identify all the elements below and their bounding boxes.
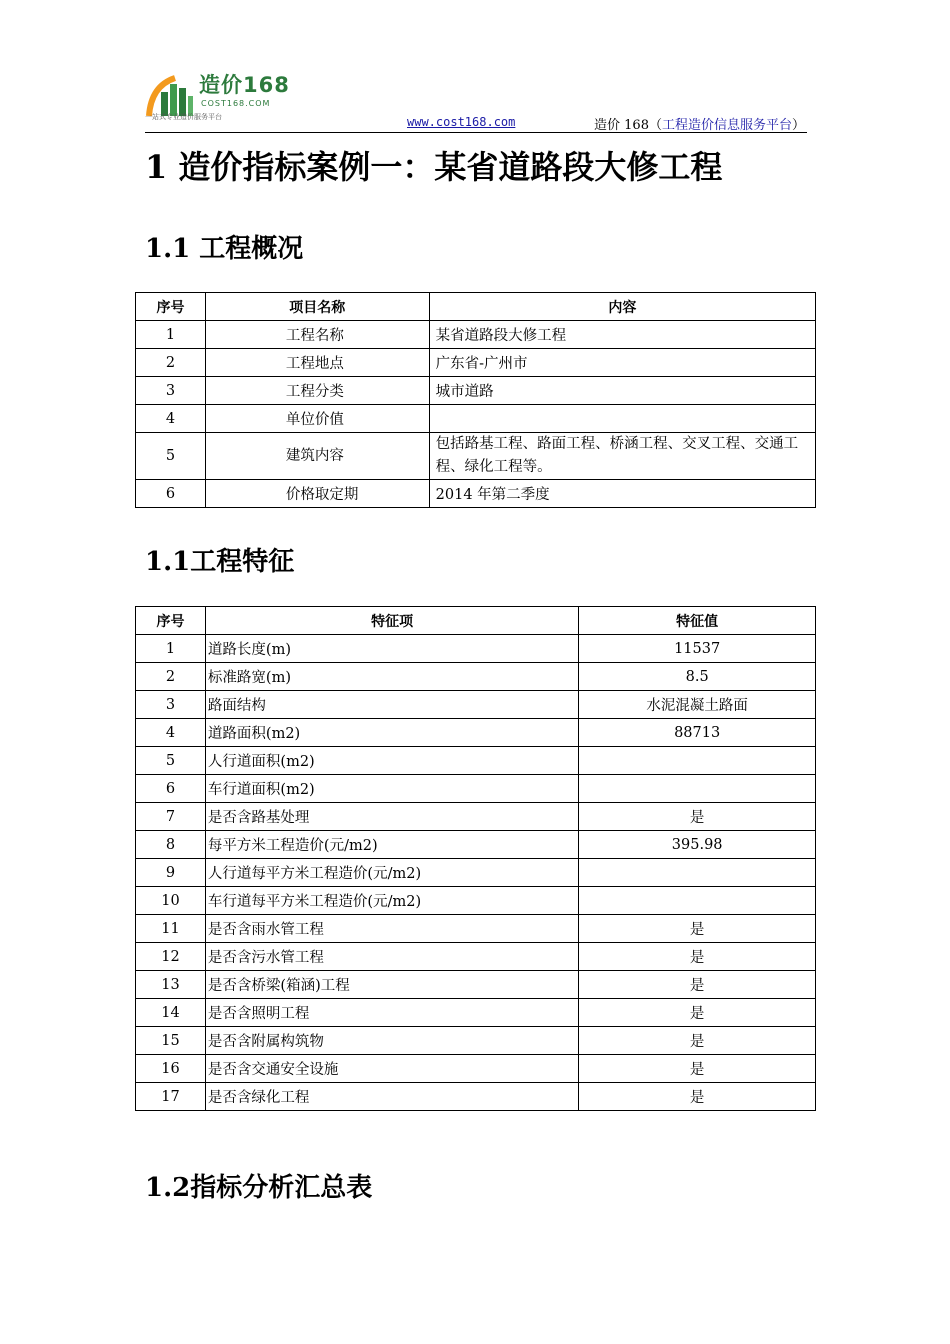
feature-value <box>579 859 816 887</box>
table-row <box>136 831 816 859</box>
table-row <box>136 859 816 887</box>
table-row <box>136 943 816 971</box>
table-row <box>136 803 816 831</box>
feature-value: 是 <box>579 915 816 943</box>
table-header-row <box>136 293 816 321</box>
table-row <box>136 719 816 747</box>
row-index: 6 <box>136 775 206 803</box>
item-content: 包括路基工程、路面工程、桥涵工程、交叉工程、交通工程、绿化工程等。 <box>429 433 815 480</box>
item-content: 广东省-广州市 <box>429 349 815 377</box>
table-row <box>136 747 816 775</box>
table-row <box>136 1083 816 1111</box>
feature-value <box>579 887 816 915</box>
item-content <box>429 405 815 433</box>
feature-value: 是 <box>579 1055 816 1083</box>
page-header <box>145 72 807 134</box>
section-heading-features: 1.1工程特征 <box>145 547 295 577</box>
feature-label: 每平方米工程造价(元/m2) <box>205 831 578 859</box>
feature-label: 人行道每平方米工程造价(元/m2) <box>205 859 578 887</box>
table-row <box>136 663 816 691</box>
brand-suffix: ） <box>791 118 805 133</box>
row-index: 13 <box>136 971 206 999</box>
feature-label: 是否含交通安全设施 <box>205 1055 578 1083</box>
table-row <box>136 433 816 480</box>
feature-value: 是 <box>579 803 816 831</box>
feature-value: 水泥混凝土路面 <box>579 691 816 719</box>
logo-slogan: 一站式专业造价服务平台 <box>145 113 222 121</box>
row-index: 14 <box>136 999 206 1027</box>
feature-label: 标准路宽(m) <box>205 663 578 691</box>
feature-value: 88713 <box>579 719 816 747</box>
logo-text: 造价168 <box>199 73 290 97</box>
row-index: 3 <box>136 691 206 719</box>
document-title: 1 造价指标案例一：某省道路段大修工程 <box>145 148 723 186</box>
feature-label: 车行道每平方米工程造价(元/m2) <box>205 887 578 915</box>
row-index: 4 <box>136 719 206 747</box>
table-row <box>136 915 816 943</box>
col-header: 特征值 <box>579 607 816 635</box>
table-row <box>136 971 816 999</box>
item-name: 单位价值 <box>205 405 429 433</box>
row-index: 1 <box>136 635 206 663</box>
feature-label: 是否含路基处理 <box>205 803 578 831</box>
brand-highlight: 工程造价信息服务平台 <box>661 118 792 133</box>
brand-prefix: 造价 168（ <box>594 118 662 133</box>
table-row <box>136 405 816 433</box>
table-row <box>136 999 816 1027</box>
row-index: 4 <box>136 405 206 433</box>
row-index: 3 <box>136 377 206 405</box>
feature-value: 11537 <box>579 635 816 663</box>
item-content: 城市道路 <box>429 377 815 405</box>
feature-label: 是否含附属构筑物 <box>205 1027 578 1055</box>
row-index: 9 <box>136 859 206 887</box>
col-header: 内容 <box>429 293 815 321</box>
table-row <box>136 321 816 349</box>
col-header: 项目名称 <box>205 293 429 321</box>
feature-value: 是 <box>579 1027 816 1055</box>
table-row <box>136 635 816 663</box>
feature-label: 是否含污水管工程 <box>205 943 578 971</box>
feature-label: 是否含雨水管工程 <box>205 915 578 943</box>
item-name: 工程分类 <box>205 377 429 405</box>
feature-value: 是 <box>579 999 816 1027</box>
feature-value: 395.98 <box>579 831 816 859</box>
feature-label: 是否含绿化工程 <box>205 1083 578 1111</box>
row-index: 5 <box>136 433 206 480</box>
row-index: 7 <box>136 803 206 831</box>
table-row <box>136 377 816 405</box>
col-header: 特征项 <box>205 607 578 635</box>
row-index: 8 <box>136 831 206 859</box>
row-index: 5 <box>136 747 206 775</box>
features-table <box>135 606 816 1111</box>
row-index: 12 <box>136 943 206 971</box>
section-heading-overview: 1.1 工程概况 <box>145 234 304 264</box>
item-content: 某省道路段大修工程 <box>429 321 815 349</box>
table-row <box>136 1055 816 1083</box>
row-index: 2 <box>136 349 206 377</box>
row-index: 6 <box>136 480 206 508</box>
feature-value: 是 <box>579 1083 816 1111</box>
feature-value: 是 <box>579 971 816 999</box>
header-divider <box>145 132 807 133</box>
col-header: 序号 <box>136 293 206 321</box>
feature-label: 道路长度(m) <box>205 635 578 663</box>
feature-value <box>579 747 816 775</box>
item-content: 2014 年第二季度 <box>429 480 815 508</box>
table-row <box>136 1027 816 1055</box>
feature-label: 是否含桥梁(箱涵)工程 <box>205 971 578 999</box>
row-index: 10 <box>136 887 206 915</box>
feature-value: 是 <box>579 943 816 971</box>
feature-label: 路面结构 <box>205 691 578 719</box>
feature-label: 人行道面积(m2) <box>205 747 578 775</box>
table-row <box>136 691 816 719</box>
feature-value <box>579 775 816 803</box>
item-name: 工程名称 <box>205 321 429 349</box>
col-header: 序号 <box>136 607 206 635</box>
feature-label: 道路面积(m2) <box>205 719 578 747</box>
item-name: 价格取定期 <box>205 480 429 508</box>
table-row <box>136 887 816 915</box>
row-index: 1 <box>136 321 206 349</box>
row-index: 15 <box>136 1027 206 1055</box>
table-row <box>136 480 816 508</box>
row-index: 2 <box>136 663 206 691</box>
table-row <box>136 349 816 377</box>
feature-label: 是否含照明工程 <box>205 999 578 1027</box>
feature-value: 8.5 <box>579 663 816 691</box>
header-brand <box>594 114 805 133</box>
feature-label: 车行道面积(m2) <box>205 775 578 803</box>
table-row <box>136 775 816 803</box>
section-heading-summary: 1.2指标分析汇总表 <box>145 1173 373 1203</box>
row-index: 16 <box>136 1055 206 1083</box>
item-name: 工程地点 <box>205 349 429 377</box>
overview-table <box>135 292 816 508</box>
item-name: 建筑内容 <box>205 433 429 480</box>
logo-subtext: COST168.COM <box>201 99 271 108</box>
site-url-link[interactable]: www.cost168.com <box>407 115 516 129</box>
row-index: 17 <box>136 1083 206 1111</box>
row-index: 11 <box>136 915 206 943</box>
cost168-logo <box>145 72 295 124</box>
table-header-row <box>136 607 816 635</box>
